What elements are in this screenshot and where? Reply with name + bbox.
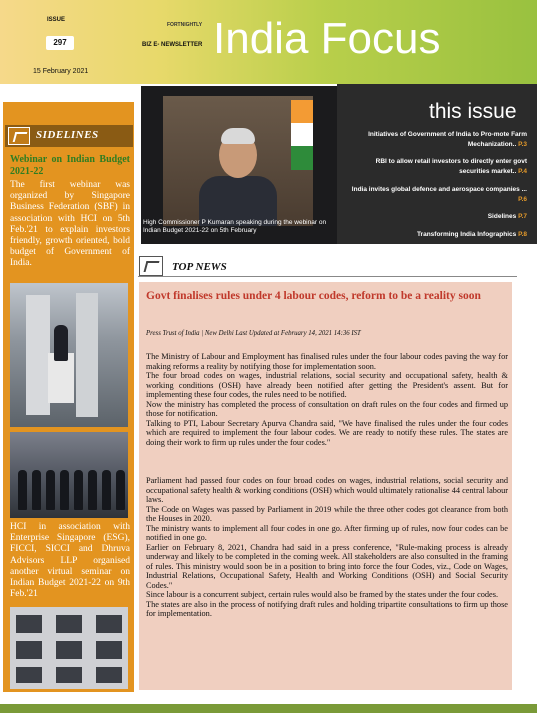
article-paragraph: The states are also in the process of notifying draft rules and holding tripartite consultations to firm up those for implementation. — [146, 599, 508, 618]
article-body-2 — [146, 476, 508, 619]
this-issue-heading: this issue — [429, 100, 517, 123]
article-headline: Govt finalises rules under 4 labour codes, reform to be a reality soon — [146, 290, 481, 302]
sidelines-text-2: HCI in association with Enterprise Singapore (ESG), FICCI, SICCI and Dhruva Advisors LLP organised another virtual seminar on Indian Budget 2021-22 on 9th Feb.'21 — [10, 522, 130, 600]
sidelines-text-1: The first webinar was organized by Singapore Business Federation (SBF) in association with HCI on 5th Feb.'21 to explain investors friendly, growth oriented, bold budget of Government of India. — [10, 180, 130, 269]
frequency-label: FORTNIGHTLY — [167, 22, 203, 28]
article-paragraph: Parliament had passed four codes on four broad codes on wages, industrial relations, social security and occupational safety health & working conditions (OSH) which would ultimately rationalise 44 central labour laws. — [146, 476, 508, 504]
article-paragraph: The Code on Wages was passed by Parliament in 2019 while the three other codes got clearance from both the Houses in 2020. — [146, 504, 508, 523]
toc-item[interactable]: India invites global defence and aerospace companies ... P.6 — [351, 186, 527, 203]
webinar-title: Webinar on Indian Budget 2021-22 — [10, 154, 130, 177]
article-body-1 — [146, 352, 508, 447]
newsletter-label: BIZ E- NEWSLETTER — [142, 42, 203, 48]
section-marker-icon — [139, 256, 163, 276]
article-paragraph: Since labour is a concurrent subject, certain rules would also be framed by the states under the four codes. — [146, 590, 499, 599]
issue-number: 297 — [46, 36, 74, 50]
article-paragraph: The four broad codes on wages, industrial relations, social security and occupational safety, health & working conditions (OSH) have already been notified after getting the President's assent. But for implementing these four codes, the rules need to be notified. — [146, 371, 508, 399]
webinar-video-still — [141, 86, 337, 244]
issue-date: 15 February 2021 — [33, 68, 89, 75]
india-flag-icon — [291, 100, 313, 170]
article-paragraph: Talking to PTI, Labour Secretary Apurva Chandra said, "We have finalised the rules under the four codes which are required to implement the four labour codes. We are ready to notify these rules. The states are doing their work to firm up rules under the four codes." — [146, 418, 508, 447]
issue-label: ISSUE — [47, 17, 66, 23]
article-paragraph: The ministry wants to implement all four codes in one go. After firming up of rules, now four codes can be notified in one go. — [146, 523, 508, 542]
sidelines-title: SIDELINES — [36, 129, 99, 141]
toc-item[interactable]: Transforming India Infographics P.8 — [416, 231, 527, 238]
virtual-seminar-grid-photo — [10, 607, 128, 689]
toc-item[interactable]: Initiatives of Government of India to Pro-mote Farm Mechanization.. P.3 — [368, 131, 527, 148]
masthead-title: India Focus — [213, 14, 441, 63]
article-paragraph: Now the ministry has completed the process of consultation on draft rules on the four codes and firmed up those for notification. — [146, 399, 508, 418]
podium-speaker-photo — [10, 283, 128, 427]
group-photo — [10, 432, 128, 518]
divider — [138, 276, 517, 277]
toc-item[interactable]: RBI to allow retail investors to directly enter govt securities market.. P.4 — [375, 158, 527, 175]
top-news-title: TOP NEWS — [172, 261, 227, 273]
toc-item[interactable]: Sidelines P.7 — [487, 213, 527, 220]
article-byline: Press Trust of India | New Delhi Last Updated at February 14, 2021 14:36 IST — [146, 330, 361, 337]
footer-bar — [0, 704, 537, 713]
video-caption: High Commissioner P Kumaran speaking during the webinar on Indian Budget 2021-22 on 5th February — [143, 219, 327, 234]
article-paragraph: The Ministry of Labour and Employment has finalised rules under the four labour codes paving the way for making reforms a reality by notifying those for implementation soon. — [146, 352, 508, 371]
section-marker-icon — [8, 127, 30, 145]
article-paragraph: Earlier on February 8, 2021, Chandra had said in a press conference, "Rule-making process is already underway and likely to be completed in the coming week. All stakeholders are also consulted in the framing of rules. This ministry would soon be in a position to bring into force the four Codes, viz., Code on Wages, Industrial Relations, Occupational Safety, Health and Working Conditions (OSH) and Social Security Codes." — [146, 542, 508, 590]
